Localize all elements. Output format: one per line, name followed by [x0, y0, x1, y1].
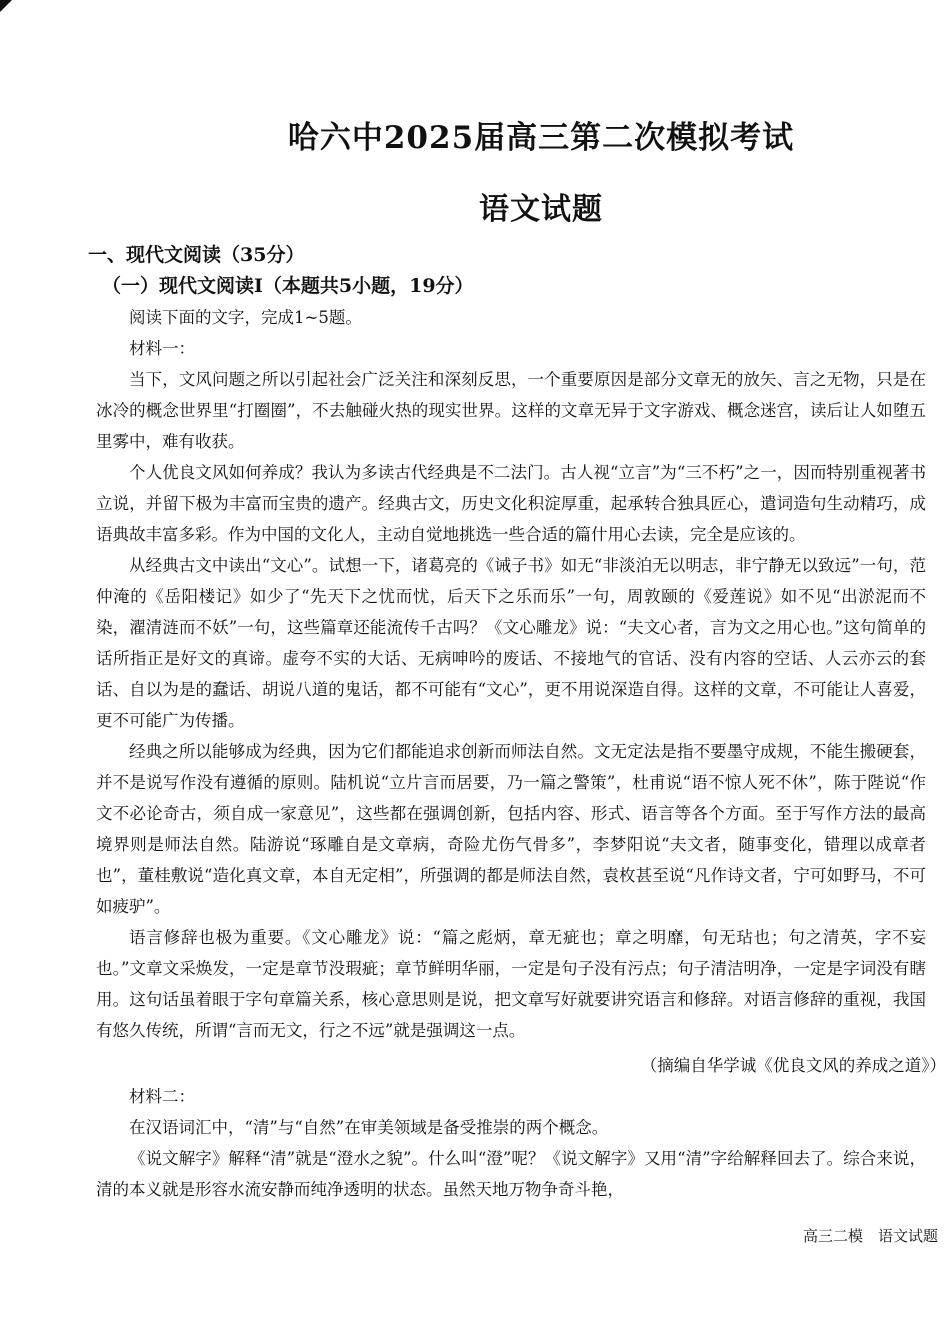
- material-two-paragraph: 《说文解字》解释“清”就是“澄水之貌”。什么叫“澄”呢？《说文解字》又用“清”字给解释回去了。综合来说，清的本义就是形容水流安静而纯净透明的状态。虽然天地万物争奇斗艳，: [96, 1149, 926, 1199]
- sub-section-heading: （一）现代文阅读Ⅰ（本题共5小题，19分）: [102, 275, 474, 297]
- material-one-paragraph: 个人优良文风如何养成？我认为多读古代经典是不二法门。古人视“立言”为“三不朽”之一，因而特别重视著书立说，并留下极为丰富而宝贵的遗产。经典古文，历史文化积淀厚重，起承转合独具匠心，遣词造句生动精巧，成语典故丰富多彩。作为中国的文化人，主动自觉地挑选一些合适的篇什用心去读，完全是应该的。: [96, 463, 926, 544]
- exam-title: 哈六中2025届高三第二次模拟考试: [287, 120, 795, 156]
- reading-instruction: 阅读下面的文字，完成1~5题。: [129, 308, 362, 327]
- material-one-paragraph: 从经典古文中读出“文心”。试想一下，诸葛亮的《诫子书》如无“非淡泊无以明志，非宁静无以致远”一句，范仲淹的《岳阳楼记》如少了“先天下之忧而忧，后天下之乐而乐”一句，周敦颐的《爱莲说》如不见“出淤泥而不染，濯清涟而不妖”一句，这些篇章还能流传千古吗？《文心雕龙》说：“夫文心者，言为文之用心也。”这句简单的话所指正是好文的真谛。虚夸不实的大话、无病呻吟的废话、不接地气的官话、没有内容的空话、人云亦云的套话、自以为是的蠢话、胡说八道的鬼话，都不可能有“文心”，更不用说深造自得。这样的文章，不可能让人喜爱，更不可能广为传播。: [96, 556, 926, 730]
- page-footer: 高三二模 语文试题: [802, 1227, 938, 1245]
- exam-subtitle: 语文试题: [479, 192, 603, 227]
- exam-page: [88, 100, 946, 1205]
- material-two-paragraph: 在汉语词汇中，“清”与“自然”在审美领域是备受推崇的两个概念。: [129, 1118, 609, 1137]
- material-one-label: 材料一：: [129, 339, 195, 358]
- material-one-paragraph: 语言修辞也极为重要。《文心雕龙》说：“篇之彪炳，章无疵也；章之明靡，句无玷也；句之清英，字不妄也。”文章文采焕发，一定是章节没瑕疵；章节鲜明华丽，一定是句子没有污点；句子清洁明净，一定是字词没有瞎用。这句话虽着眼于字句章篇关系，核心意思则是说，把文章写好就要讲究语言和修辞。对语言修辞的重视，我国有悠久传统，所谓“言而无文，行之不远”就是强调这一点。: [96, 928, 926, 1040]
- material-one-source: （摘编自华学诚《优良文风的养成之道》）: [640, 1056, 946, 1075]
- material-one-paragraph: 当下，文风问题之所以引起社会广泛关注和深刻反思，一个重要原因是部分文章无的放矢、言之无物，只是在冰冷的概念世界里“打圈圈”，不去触碰火热的现实世界。这样的文章无异于文字游戏、概念迷宫，读后让人如堕五里雾中，难有收获。: [96, 370, 926, 451]
- material-two-label: 材料二：: [129, 1087, 195, 1106]
- material-one-paragraph: 经典之所以能够成为经典，因为它们都能追求创新而师法自然。文无定法是指不要墨守成规，不能生搬硬套，并不是说写作没有遵循的原则。陆机说“立片言而居要，乃一篇之警策”，杜甫说“语不惊人死不休”，陈于陛说“作文不必论奇古，须自成一家意见”，这些都在强调创新，包括内容、形式、语言等各个方面。至于写作方法的最高境界则是师法自然。陆游说“琢雕自是文章病，奇险尤伤气骨多”，李梦阳说“夫文者，随事变化，错理以成章者也”，董桂敷说“造化真文章，本自无定相”，所强调的都是师法自然，袁枚甚至说“凡作诗文者，宁可如野马，不可如疲驴”。: [96, 742, 926, 916]
- scan-corner-mark: [0, 0, 12, 12]
- section-heading: 一、现代文阅读（35分）: [88, 244, 305, 266]
